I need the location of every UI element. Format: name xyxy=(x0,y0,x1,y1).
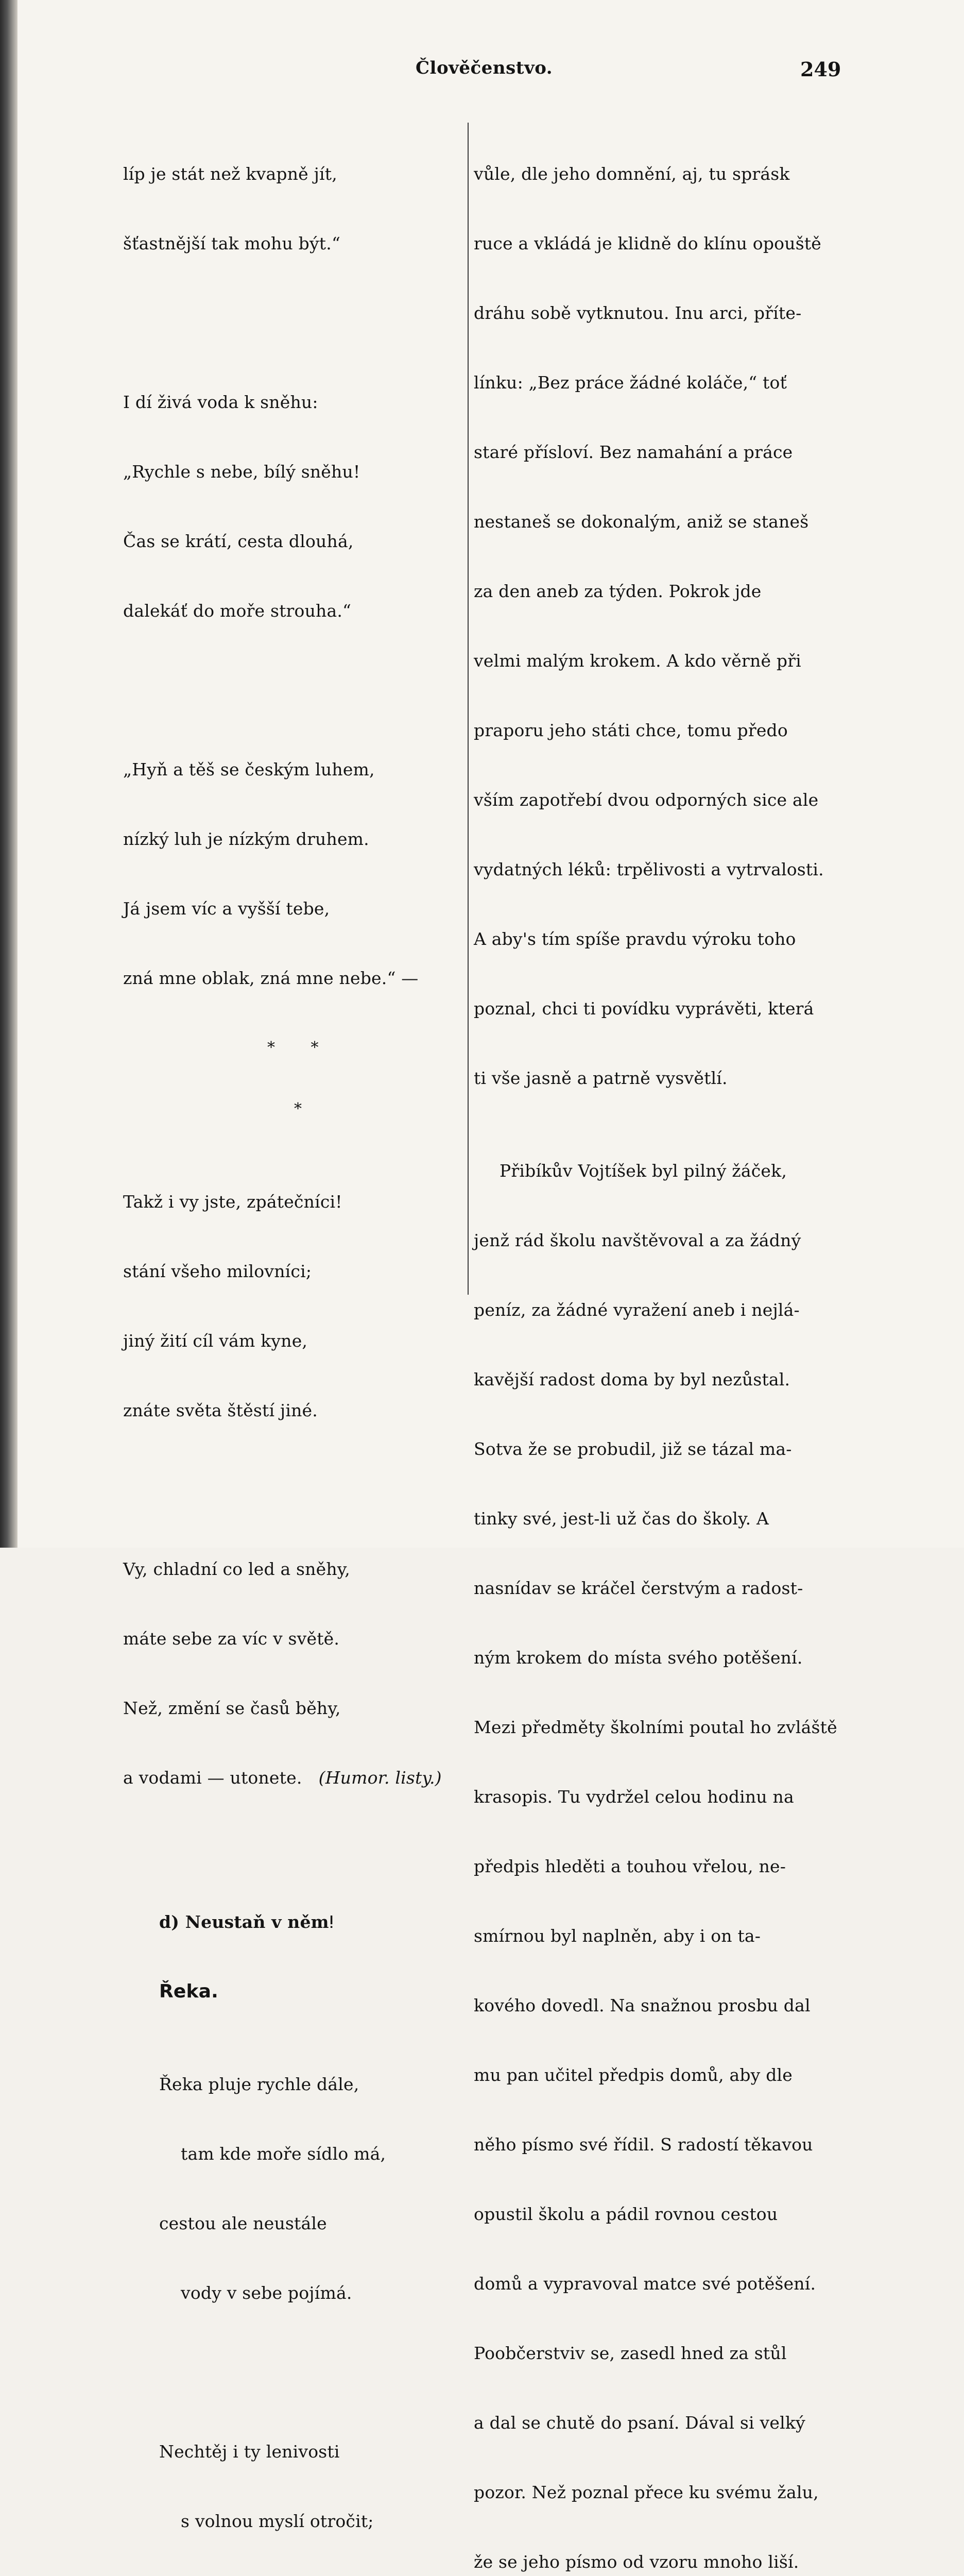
paragraph-line: A aby's tím spíše pravdu výroku toho xyxy=(474,929,796,949)
asterism-bottom: * xyxy=(294,1100,302,1118)
poem-line: cestou ale neustále xyxy=(159,2213,327,2233)
poem-line: Řeka pluje rychle dále, xyxy=(159,2074,359,2094)
poem-line: líp je stát než kvapně jít, xyxy=(123,164,337,184)
paragraph-line: poznal, chci ti povídku vyprávěti, která xyxy=(474,998,814,1019)
paragraph-line: vším zapotřebí dvou odporných sice ale xyxy=(474,790,819,810)
poem-line-with-source xyxy=(123,1766,478,1789)
right-column xyxy=(474,116,855,2576)
paragraph-line: praporu jeho státi chce, tomu předo xyxy=(474,720,788,740)
running-head xyxy=(18,58,964,83)
paragraph-line: mu pan učitel předpis domů, aby dle xyxy=(474,2065,793,2085)
paragraph-line: velmi malým krokem. A kdo věrně při xyxy=(474,651,801,671)
poem-line: a vodami — utonete. xyxy=(123,1768,302,1788)
poem-title-reka: Řeka. xyxy=(159,1981,219,2002)
poem-line: Čas se krátí, cesta dlouhá, xyxy=(123,531,354,551)
paragraph-line: smírnou byl naplněn, aby i on ta- xyxy=(474,1926,761,1946)
paragraph-line: peníz, za žádné vyražení aneb i nejlá- xyxy=(474,1300,800,1320)
paragraph-line: dráhu sobě vytknutou. Inu arci, příte- xyxy=(474,303,802,323)
book-spine-shadow xyxy=(0,0,18,1548)
poem-line: Než, změní se časů běhy, xyxy=(123,1698,341,1718)
poem-line: dalekáť do moře strouha.“ xyxy=(123,601,352,621)
paragraph-line: tinky své, jest-li už čas do školy. A xyxy=(474,1509,769,1529)
paragraph-line: že se jeho písmo od vzoru mnoho liší. xyxy=(474,2552,799,2572)
poem-line: tam kde moře sídlo má, xyxy=(181,2144,386,2164)
poem-line: Takž i vy jste, zpátečníci! xyxy=(123,1192,342,1212)
paragraph-line: něho písmo své řídil. S radostí těkavou xyxy=(474,2134,813,2155)
paragraph-line: ným krokem do místa svého potěšení. xyxy=(474,1648,803,1668)
left-column xyxy=(123,116,478,2576)
poem-line: Nechtěj i ty lenivosti xyxy=(159,2442,340,2462)
paragraph-line: kavější radost doma by byl nezůstal. xyxy=(474,1369,790,1389)
paragraph-line: ti vše jasně a patrně vysvětlí. xyxy=(474,1068,728,1088)
paragraph-line: Poobčerstviv se, zasedl hned za stůl xyxy=(474,2343,787,2363)
paragraph-line: pozor. Než poznal přece ku svému žalu, xyxy=(474,2482,819,2502)
paragraph-line: Přibíkův Vojtíšek byl pilný žáček, xyxy=(500,1161,787,1181)
poem-line: máte sebe za víc v světě. xyxy=(123,1629,340,1649)
poem-line: jiný žití cíl vám kyne, xyxy=(123,1331,308,1351)
poem-line: „Hyň a těš se českým luhem, xyxy=(123,759,375,779)
paragraph-line: předpis hleděti a touhou vřelou, ne- xyxy=(474,1856,786,1876)
page-number: 249 xyxy=(800,58,841,81)
asterism-top: * * xyxy=(267,1039,334,1057)
running-head-title: Člověčenstvo. xyxy=(416,58,553,78)
poem-line: „Rychle s nebe, bílý sněhu! xyxy=(123,462,360,482)
paragraph-line: línku: „Bez práce žádné koláče,“ toť xyxy=(474,372,787,393)
paragraph-line: opustil školu a pádil rovnou cestou xyxy=(474,2204,778,2224)
paragraph-line: staré přísloví. Bez namahání a práce xyxy=(474,442,793,462)
paragraph-line: vydatných léků: trpělivosti a vytrvalosti. xyxy=(474,859,824,879)
paragraph-line: za den aneb za týden. Pokrok jde xyxy=(474,581,762,601)
paragraph-line: domů a vypravoval matce své potěšení. xyxy=(474,2274,816,2294)
poem-line: s volnou myslí otročit; xyxy=(181,2511,374,2531)
paragraph-line: jenž rád školu navštěvoval a za žádný xyxy=(474,1230,801,1250)
section-heading-d: d) Neustaň v němǃ xyxy=(159,1912,334,1932)
poem-line: znáte světa štěstí jiné. xyxy=(123,1400,318,1420)
paragraph-line: krasopis. Tu vydržel celou hodinu na xyxy=(474,1787,794,1807)
paragraph-line: kového dovedl. Na snažnou prosbu dal xyxy=(474,1995,811,2015)
poem-line: Vy, chladní co led a sněhy, xyxy=(123,1559,350,1579)
paragraph-line: nasnídav se kráčel čerstvým a radost- xyxy=(474,1578,803,1598)
book-page xyxy=(18,0,964,2572)
paragraph-line: vůle, dle jeho domnění, aj, tu sprásk xyxy=(474,164,790,184)
poem-line: vody v sebe pojímá. xyxy=(181,2283,352,2303)
source-citation-humor: (Humor. listy.) xyxy=(318,1768,442,1788)
paragraph-line: nestaneš se dokonalým, aniž se staneš xyxy=(474,512,809,532)
poem-line: Já jsem víc a vyšší tebe, xyxy=(123,899,330,919)
poem-line: stání všeho milovníci; xyxy=(123,1261,312,1281)
paragraph-line: ruce a vkládá je klidně do klínu opouště xyxy=(474,233,822,253)
paragraph-line: Sotva že se probudil, již se tázal ma- xyxy=(474,1439,792,1459)
paragraph-line: Mezi předměty školními poutal ho zvláště xyxy=(474,1717,837,1737)
poem-line: šťastnější tak mohu být.“ xyxy=(123,233,341,253)
paragraph-line: a dal se chutě do psaní. Dával si velký xyxy=(474,2413,805,2433)
poem-line: I dí živá voda k sněhu: xyxy=(123,392,318,412)
poem-line: nízký luh je nízkým druhem. xyxy=(123,829,369,849)
poem-line: zná mne oblak, zná mne nebe.“ — xyxy=(123,968,419,988)
